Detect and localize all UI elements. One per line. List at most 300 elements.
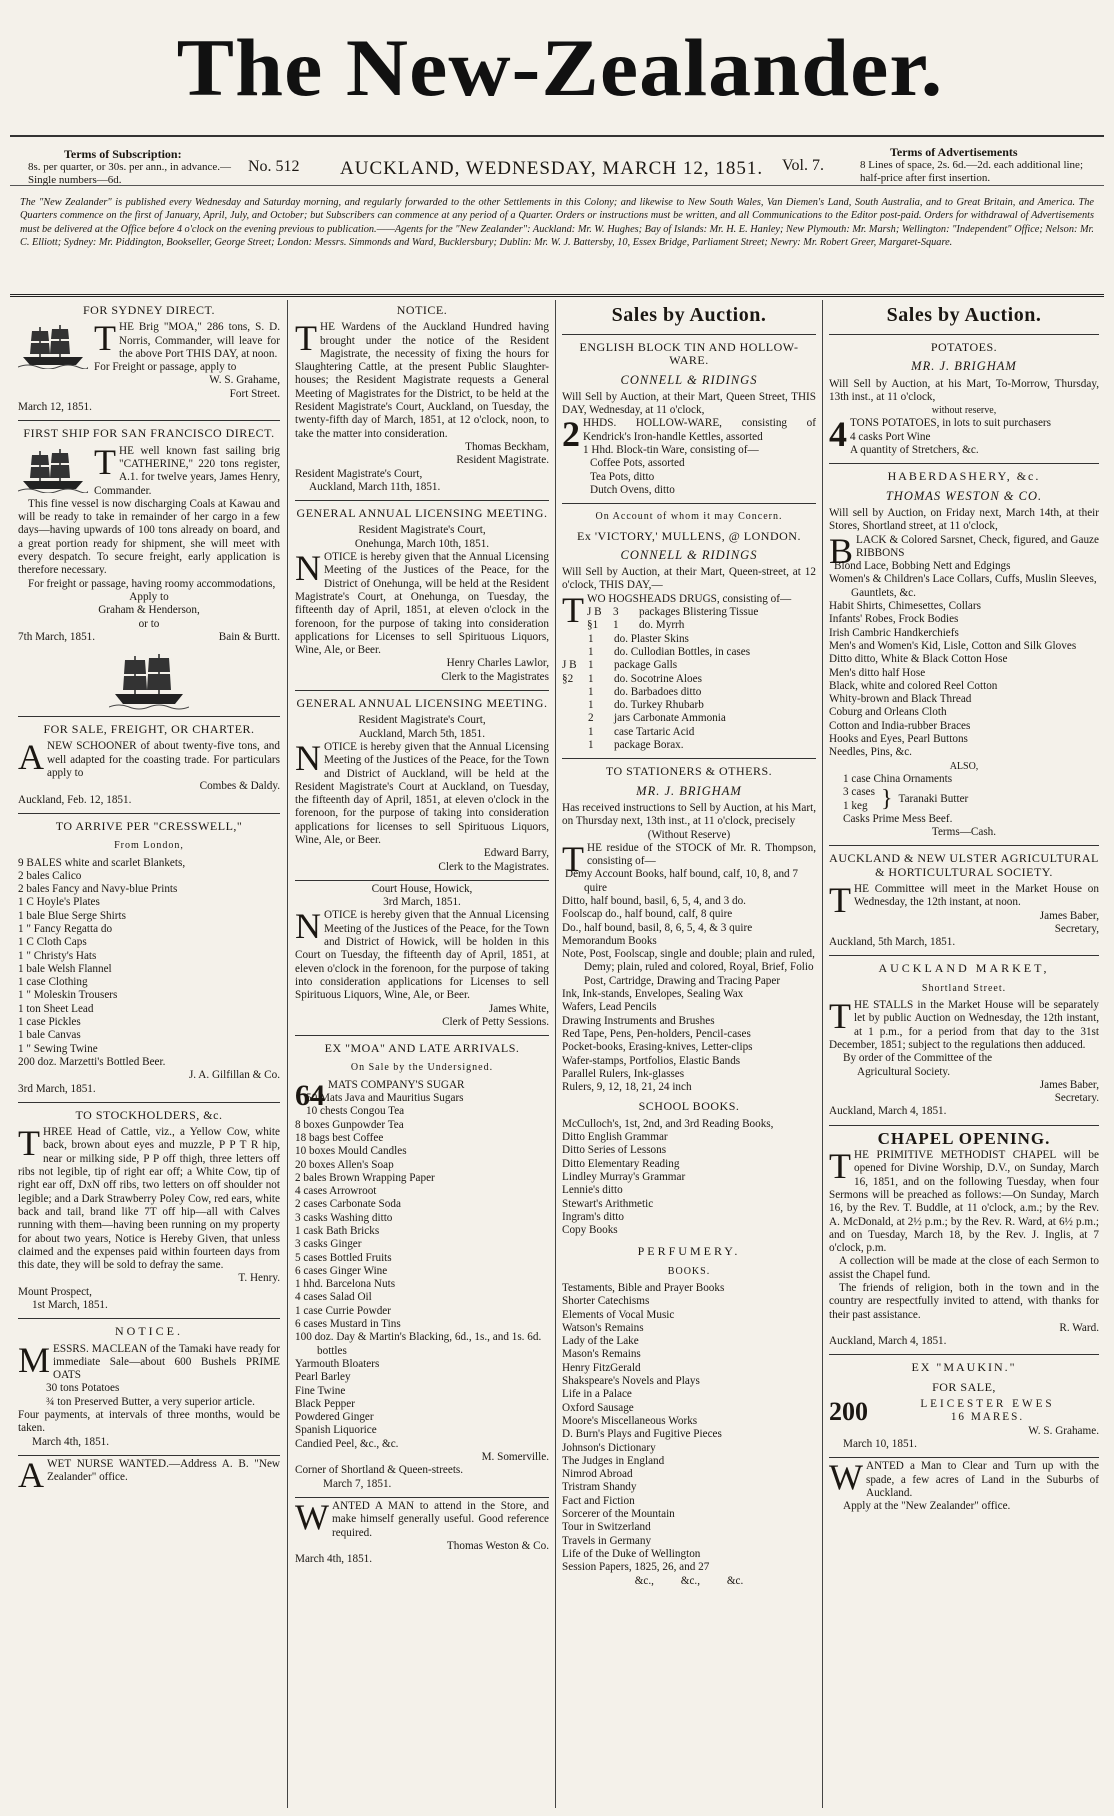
list-item: Travels in Germany (562, 1534, 652, 1547)
ad-signature: T. Henry. (238, 1272, 280, 1285)
masthead-rule (10, 135, 1104, 137)
list-item: Ditto ditto, White & Black Cotton Hose (829, 653, 1008, 666)
list-item: Tristram Shandy (562, 1481, 637, 1494)
list-item: Lindley Murray's Grammar (562, 1170, 686, 1183)
table-row (562, 659, 816, 672)
list-item: Lennie's ditto (562, 1184, 623, 1197)
ad-signature: Edward Barry, (483, 847, 549, 860)
terms-subscription-title: Terms of Subscription: (64, 147, 182, 161)
list-item: 6 cases Mustard in Tins (295, 1318, 401, 1331)
column-rule (822, 300, 823, 1808)
list-item: 2 cases Carbonate Soda (295, 1198, 401, 1211)
item-list (829, 560, 1099, 759)
ad-text: Casks Prime Mess Beef. (843, 812, 953, 825)
list-item: Coburg and Orleans Cloth (829, 706, 947, 719)
auctioneer-name: THOMAS WESTON & CO. (885, 488, 1043, 503)
divider (829, 463, 1099, 464)
ad-place: Resident Magistrate's Court, (358, 714, 486, 727)
list-item: Do., half bound, basil, 8, 6, 5, 4, & 3 quire (562, 921, 753, 934)
list-item: 6 cases Ginger Wine (295, 1264, 388, 1277)
list-item: Drawing Instruments and Brushes (562, 1014, 715, 1027)
item-list (295, 1092, 549, 1451)
list-item: Life of the Duke of Wellington (562, 1547, 701, 1560)
ad-text: WO HOGSHEADS DRUGS, consisting of— (587, 592, 792, 605)
ad-date: Auckland, March 4, 1851. (829, 1105, 947, 1118)
list-item: Lady of the Lake (562, 1335, 639, 1348)
ad-body: OTICE is hereby given that the Annual Licensing Meeting of the Justices of the Peace, for the Town and District of Howick, will be holden in this Court on Tuesday, the fifteenth day of April, 1851, at eleven o'clock in the forenoon, for the purpose of taking into consideration applications for Licenses to sell Spirituous Liquors, Wine, Ale, or Beer. (295, 909, 549, 1002)
ad-body: NEW SCHOONER of about twenty-five tons, and well adapted for the coasting trade. For particulars apply to (47, 740, 280, 780)
table-row (562, 673, 816, 686)
ad-text: ALSO, (949, 760, 979, 772)
column-2: NOTICE. THE Wardens of the Auckland Hundred having brought under the notice of the Resident Magistrate, the necessity of fixing the hours for Slaughtering Cattle, at the present Public Slaughter-houses; the Resident Magistrate requests a General Meeting of Magistrates for the District, to be held at the Resident Magistrate's Court, Auckland, on Tuesday, the twenty-fifth day of March, 1851, at 12 o'clock, noon, to take the matter into consideration. Thomas Beckham, Resident Magistrate. Resident Magistrate's Court, Auckland, March 11th, 1851. GENERAL ANNUAL LICENSING MEETING. Resident Magistrate's Court, Onehunga, March 10th, 1851. NOTICE is hereby given that the Annual Licensing Meeting of the Justices of the Peace, for the District of Onehunga, will be held at the Resident Magistrate's Court, at Onehunga, on Tuesday, the fifteenth day of April, 1851, at eleven o'clock in the forenoon, for the purpose of taking into consideration applications for Licenses to sell Spirituous Liquors, Wine, Ale, or Beer. Henry Charles Lawlor, Clerk to the Magistrates GENERAL ANNUAL LICENSING MEETING. Resident Magistrate's Court, Auckland, March 5th, 1851. NOTICE is hereby given that the Annual Licensing Meeting of the Justices of the Peace, for the Town and District of Auckland, will be held at the Resident Magistrate's Court at Auckland, on Tuesday, the fifteenth day of April, 1851, at eleven o'clock in the forenoon, for the purpose of taking into consideration applications for licenses to sell Spirituous Liquors, Wine, Ale, or Beer. Edward Barry, Clerk to the Magistrates. Court House, Howick, 3rd March, 1851. NOTICE is hereby given that the Annual Licensing Meeting of the Justices of the Peace, for the Town and District of Howick, will be holden in this Court on Tuesday, the fifteenth day of April, 1851, at eleven o'clock in the forenoon, for the purpose of taking into consideration applications for Licenses to sell Spirituous Liquors, Wine, Ale, or Beer. James White, Clerk of Petty Sessions. EX "MOA" AND LATE ARRIVALS. On Sale by the Undersigned. 64 MATS COMPANY'S SUGAR 50 Mats Java and Mauritius Sugars 10 chests Congou Tea 8 boxes Gunpowder Tea 18 bags best Coffee 10 boxes Mould Candles 20 boxes Allen's Soap 2 bales Brown Wrapping Paper 4 cases Arrowroot 2 cases Carbonate Soda 3 casks Washing ditto 1 cask Bath Bricks 3 casks Ginger 5 cases Bottled Fruits 6 cases Ginger Wine 1 hhd. Barcelona Nuts 4 cases Salad Oil 1 case Currie Powder 6 cases Mustard in Tins 100 doz. Day & Martin's Blacking, 6d., 1s., and 1s. 6d. bottles Yarmouth Bloaters Pearl Barley Fine Twine Black Pepper Powdered Ginger Spanish Liquorice Candied Peel, &c., &c. M. Somerville. Corner of Shortland & Queen-streets. March 7, 1851. WANTED A MAN to attend in the Store, and make himself generally useful. Good reference required. Thomas Weston & Co. March 4th, 1851. (295, 303, 549, 1566)
column-3: Sales by Auction. ENGLISH BLOCK TIN AND HOLLOW-WARE. CONNELL & RIDINGS Will Sell by Auction, at their Mart, Queen Street, THIS DAY, Wednesday, at 11 o'clock, 2 HHDS. HOLLOW-WARE, consisting of Kendrick's Iron-handle Kettles, assorted 1 Hhd. Block-tin Ware, consisting of— Coffee Pots, assorted Tea Pots, ditto Dutch Ovens, ditto On Account of whom it may Concern. Ex 'VICTORY,' MULLENS, @ LONDON. CONNELL & RIDINGS Will Sell by Auction, at their Mart, Queen-street, at 12 o'clock, THIS DAY,— TWO HOGSHEADS DRUGS, consisting of— J B 3 packages Blistering Tissue §1 1 do. Myrrh 1 do. Plaster Skins 1 do. Cullodian Bottles, in cases J B 1 package Galls §2 1 do. Socotrine Aloes 1 do. Barbadoes ditto 1 do. Turkey Rhubarb 2 jars Carbonate Ammonia 1 case Tartaric Acid 1 package Borax. TO STATIONERS & OTHERS. MR. J. BRIGHAM Has received instructions to Sell by Auction, at his Mart, on Thursday next, 13th inst., at 11 o'clock, precisely (Without Reserve) THE residue of the STOCK of Mr. R. Thompson, consisting of— Demy Account Books, half bound, calf, 10, 8, and 7 quire Ditto, half bound, basil, 6, 5, 4, and 3 do. Foolscap do., half bound, calf, 8 quire Do., half bound, basil, 8, 6, 5, 4, & 3 quire Memorandum Books Note, Post, Foolscap, single and double; plain and ruled, Demy; plain, ruled and colored, Royal, Brief, Folio Post, Cartridge, Drawing and Tracing Paper Ink, Ink-stands, Envelopes, Sealing Wax Wafers, Lead Pencils Drawing Instruments and Brushes Red Tape, Pens, Pen-holders, Pencil-cases Pocket-books, Erasing-knives, Letter-clips Wafer-stamps, Portfolios, Elastic Bands Parallel Rulers, Ink-glasses Rulers, 9, 12, 18, 21, 24 inch SCHOOL BOOKS. McCulloch's, 1st, 2nd, and 3rd Reading Books, Ditto English Grammar Ditto Series of Lessons Ditto Elementary Reading Lindley Murray's Grammar Lennie's ditto Stewart's Arithmetic Ingram's ditto Copy Books PERFUMERY. BOOKS. Testaments, Bible and Prayer Books Shorter Catechisms Elements of Vocal Music Watson's Remains Lady of the Lake Mason's Remains Henry FitzGerald Shakspeare's Novels and Plays Life in a Palace Oxford Sausage Moore's Miscellaneous Works D. Burn's Plays and Fugitive Pieces Johnson's Dictionary The Judges in England Nimrod Abroad Tristram Shandy Fact and Fiction Sorcerer of the Mountain Tour in Switzerland Travels in Germany Life of the Duke of Wellington Session Papers, 1825, 26, and 27 &c., &c., &c. (562, 304, 816, 1587)
ad-body: Will sell by Auction, on Friday next, March 14th, at their Stores, Shortland street, at 11 o'clock, (829, 506, 1099, 533)
ad-text: 3 cases (843, 786, 875, 799)
table-cell: jars Carbonate Ammonia (614, 712, 726, 725)
ad-text: HE residue of the STOCK of Mr. R. Thompson, consisting of— (587, 841, 816, 868)
ad-signature: Combes & Daldy. (199, 780, 280, 793)
ad-signature: Resident Magistrate. (456, 454, 549, 467)
ad-date: March 4th, 1851. (32, 1435, 110, 1448)
ad-place: Corner of Shortland & Queen-streets. (295, 1464, 464, 1477)
auctioneer-name: CONNELL & RIDINGS (620, 547, 758, 562)
ad-body: HE PRIMITIVE METHODIST CHAPEL will be opened for Divine Worship, D.V., on Sunday, March 16, 1851, and on the following Tuesday, when four Sermons will be preached as follows:—On Sunday, March 16, by the Rev. T. Buddle, at 11 o'clock, a.m.; by the Rev. A. McDonald, at 2½ p.m.; by the Rev. R. Ward, at 6½ p.m.; and on Tuesday, March 18, by the Rev. J. Inglis, at 7 o'clock, p.m. (829, 1149, 1099, 1255)
list-item: 1 " Sewing Twine (18, 1042, 98, 1055)
ad-heading: POTATOES. (930, 340, 998, 354)
list-item: Wafers, Lead Pencils (562, 1001, 657, 1014)
list-item: 2 bales Calico (18, 869, 82, 882)
volume-number: Vol. 7. (782, 157, 824, 174)
table-cell (562, 646, 588, 659)
list-item: 200 doz. Marzetti's Bottled Beer. (18, 1055, 166, 1068)
divider (18, 420, 280, 421)
ad-date: March 4th, 1851. (295, 1553, 373, 1566)
list-item: Hooks and Eyes, Pearl Buttons (829, 733, 968, 746)
ad-text: For Freight or passage, apply to (94, 361, 237, 374)
list-item: 1 case Currie Powder (295, 1304, 391, 1317)
table-cell: packages Blistering Tissue (639, 606, 759, 619)
ad-body: For freight or passage, having roomy accommodations, (28, 577, 276, 590)
list-item: Tour in Switzerland (562, 1521, 651, 1534)
list-item: Parallel Rulers, Ink-glasses (562, 1067, 685, 1080)
ad-place: Resident Magistrate's Court, (358, 524, 486, 537)
list-item: Watson's Remains (562, 1321, 644, 1334)
list-item: 1 hhd. Barcelona Nuts (295, 1278, 396, 1291)
table-cell: do. Plaster Skins (614, 632, 689, 645)
ad-subheading: From London, (114, 840, 184, 852)
ad-text: Agricultural Society. (857, 1065, 951, 1078)
ad-date: March 12, 1851. (18, 401, 92, 414)
list-item: 4 cases Arrowroot (295, 1185, 377, 1198)
ad-date: March 10, 1851. (843, 1437, 917, 1450)
list-item: The Judges in England (562, 1454, 665, 1467)
ad-body: HE well known fast sailing brig "CATHERINE," 220 tons register, A.1. for twelve years, James Henry, Commander. (94, 444, 280, 497)
ad-date: 3rd March, 1851. (383, 896, 461, 909)
ad-signature: James Baber, (1039, 1078, 1099, 1091)
divider (18, 1455, 280, 1456)
table-cell: J B (587, 606, 602, 619)
list-item: Life in a Palace (562, 1388, 632, 1401)
table-cell (562, 712, 588, 725)
list-item: Cotton and India-rubber Braces (829, 719, 971, 732)
list-item: 1 cask Bath Bricks (295, 1225, 380, 1237)
list-item: 1 case Clothing (18, 976, 88, 989)
ad-heading: FOR SYDNEY DIRECT. (82, 303, 215, 317)
ad-body: OTICE is hereby given that the Annual Licensing Meeting of the Justices of the Peace, for the District of Onehunga, will be held at the Resident Magistrate's Court, at Onehunga, on Tuesday, the fifteenth day of April, 1851, at eleven o'clock in the forenoon, for the purpose of taking into consideration applications for Licenses to sell Spirituous Liquors, Wine, Ale, or Beer. (295, 551, 549, 657)
list-item: Whity-brown and Black Thread (829, 693, 972, 706)
ad-date: 3rd March, 1851. (18, 1082, 96, 1095)
ad-body: Will Sell by Auction, at his Mart, To-Morrow, Thursday, 13th inst., at 11 o'clock, (829, 377, 1099, 403)
table-cell: do. Turkey Rhubarb (614, 699, 704, 712)
ship-icon (18, 445, 88, 493)
ad-body: ESSRS. MACLEAN of the Tamaki have ready for immediate Sale—about 600 Bushels PRIME OATS (53, 1342, 280, 1382)
ad-text: Taranaki Butter (898, 792, 969, 805)
ad-heading: ENGLISH BLOCK TIN AND HOLLOW-WARE. (579, 340, 799, 368)
table-cell: 3 (613, 606, 619, 619)
table-cell (562, 633, 588, 646)
list-item: Pearl Barley (295, 1371, 351, 1384)
list-item: 4 cases Salad Oil (295, 1291, 372, 1304)
masthead-title: The New-Zealander. (176, 22, 944, 113)
list-item: Henry FitzGerald (562, 1361, 641, 1374)
column-rule (555, 300, 556, 1808)
list-item: Ditto Series of Lessons (562, 1144, 667, 1157)
ad-text: 16 MARES. (950, 1411, 1025, 1424)
auctioneer-name: MR. J. BRIGHAM (636, 783, 742, 798)
auctioneer-name: MR. J. BRIGHAM (911, 359, 1017, 374)
ad-signature: Thomas Weston & Co. (446, 1539, 549, 1552)
ad-signature: Secretary, (1054, 922, 1099, 935)
section-heading: Sales by Auction. (611, 304, 767, 326)
ad-signature: W. S. Grahame, (209, 374, 280, 387)
list-item: Needles, Pins, &c. (829, 746, 912, 759)
list-item: Powdered Ginger (295, 1411, 374, 1424)
ad-signature: James Baber, (1039, 909, 1099, 922)
list-item: Foolscap do., half bound, calf, 8 quire (562, 908, 733, 921)
ad-text: 1 keg (843, 799, 868, 812)
ad-text: 4 casks Port Wine (850, 430, 931, 443)
ad-subheading: BOOKS. (667, 1265, 711, 1277)
list-item: 1 ton Sheet Lead (18, 1002, 94, 1015)
item-list (18, 857, 280, 1070)
list-item: 18 bags best Coffee (295, 1131, 384, 1144)
divider (562, 758, 816, 759)
ad-body: HREE Head of Cattle, viz., a Yellow Cow, white back, brown about eyes and muzzle, P P T R hip, near or milking side, P P off thigh, three letters off ribs not legible, tip of right ear off; a White Cow, tip of right ear off, DxN off ribs, two letters on off shoulder not legible; and a Dark Strawberry Poley Cow, red ears, white back and tail, brand like 7T off hip—all with Calves running with them—having been running on my property for about two years, Notice is Hereby Given, that unless claimed and the expenses paid within fourteen days from this date, they will be sold to defray the same. (18, 1126, 280, 1272)
column-4: Sales by Auction. POTATOES. MR. J. BRIGHAM Will Sell by Auction, at his Mart, To-Morrow, Thursday, 13th inst., at 11 o'clock, without reserve, 4 TONS POTATOES, in lots to suit purchasers 4 casks Port Wine A quantity of Stretchers, &c. HABERDASHERY, &c. THOMAS WESTON & CO. Will sell by Auction, on Friday next, March 14th, at their Stores, Shortland street, at 11 o'clock, BLACK & Colored Sarsnet, Check, figured, and Gauze RIBBONS Blond Lace, Bobbing Nett and Edgings Women's & Children's Lace Collars, Cuffs, Muslin Sleeves, Gauntlets, &c. Habit Shirts, Chimesettes, Collars Infants' Robes, Frock Bodies Irish Cambric Handkerchiefs Men's and Women's Kid, Lisle, Cotton and Silk Gloves Ditto ditto, White & Black Cotton Hose Men's ditto half Hose Black, white and colored Reel Cotton Whity-brown and Black Thread Coburg and Orleans Cloth Cotton and India-rubber Braces Hooks and Eyes, Pearl Buttons Needles, Pins, &c. ALSO, 1 case China Ornaments 3 cases 1 keg } Taranaki Butter Casks Prime Mess Beef. Terms—Cash. AUCKLAND & NEW ULSTER AGRICULTURAL & HORTICULTURAL SOCIETY. THE Committee will meet in the Market House on Wednesday, the 12th instant, at noon. James Baber, Secretary, Auckland, 5th March, 1851. AUCKLAND MARKET, Shortland Street. THE STALLS in the Market House will be separately let by public Auction on Wednesday, the 12th instant, at 1 p.m., for a period from that day to the 31st December, 1851; subject to the regulations then adduced. By order of the Committee of the Agricultural Society. James Baber, Secretary. Auckland, March 4, 1851. CHAPEL OPENING. THE PRIMITIVE METHODIST CHAPEL will be opened for Divine Worship, D.V., on Sunday, March 16, 1851, and on the following Tuesday, when four Sermons will be preached as follows:—On Sunday, March 16, by the Rev. T. Buddle, at 11 o'clock, a.m.; by the Rev. A. McDonald, at 2½ p.m.; by the Rev. R. Ward, at 6½ p.m.; and on Tuesday, March 18, by the Rev. J. Inglis, at 7 o'clock, p.m. A collection will be made at the close of each Sermon to assist the Chapel fund. The friends of religion, both in the town and in the country are respectfully invited to attend, with thanks for their past assistance. R. Ward. Auckland, March 4, 1851. EX "MAUKIN." FOR SALE, 200 LEICESTER EWES 16 MARES. W. S. Grahame. March 10, 1851. WANTED a Man to Clear and Turn up with the spade, a few acres of Land in the Suburbs of Auckland. Apply at the "New Zealander" office. (829, 304, 1099, 1513)
ad-place: Resident Magistrate's Court, (295, 467, 423, 480)
list-item: 1 bale Welsh Flannel (18, 962, 112, 975)
list-item: Blond Lace, Bobbing Nett and Edgings (834, 560, 1011, 573)
ad-date: Auckland, March 11th, 1851. (309, 480, 441, 493)
list-item: Yarmouth Bloaters (295, 1357, 380, 1370)
list-item: Note, Post, Foolscap, single and double; plain and ruled, Demy; plain, ruled and colored, Royal, Brief, Folio Post, Cartridge, Drawing and Tracing Paper (562, 948, 815, 987)
table-cell: do. Cullodian Bottles, in cases (614, 645, 751, 658)
ad-place: Mount Prospect, (18, 1285, 92, 1298)
ad-signature: J. A. Gilfillan & Co. (188, 1069, 280, 1082)
table-cell (562, 686, 588, 699)
table-cell (562, 739, 588, 752)
ad-text: A quantity of Stretchers, &c. (850, 444, 979, 457)
list-item: Ditto, half bound, basil, 6, 5, 4, and 3 do. (562, 894, 746, 907)
ad-text: TONS POTATOES, in lots to suit purchasers (850, 417, 1052, 430)
table-cell: case Tartaric Acid (614, 725, 695, 738)
table-row (587, 619, 816, 632)
list-item: Fact and Fiction (562, 1494, 635, 1507)
ad-signature: R. Ward. (1059, 1321, 1099, 1334)
table-cell: 1 (588, 659, 594, 672)
list-item: 1 C Cloth Caps (18, 936, 87, 949)
ad-date: Auckland, March 4, 1851. (829, 1335, 947, 1348)
list-item: 1 " Moleskin Trousers (18, 989, 118, 1002)
ad-body: A collection will be made at the close of each Sermon to assist the Chapel fund. (829, 1255, 1099, 1281)
ad-signature: Bain & Burtt. (218, 630, 280, 643)
list-item: Demy Account Books, half bound, calf, 10, 8, and 7 quire (565, 868, 799, 894)
ad-signature: Clerk of Petty Sessions. (442, 1015, 549, 1028)
ad-text: without reserve, (931, 405, 997, 417)
ad-body: HE Wardens of the Auckland Hundred having brought under the notice of the Resident Magistrate, the necessity of fixing the hours for Slaughtering Cattle, at the present Public Slaughter-houses; the Resident Magistrate requests a General Meeting of Magistrates for the District, to be held at the Resident Magistrate's Court, Auckland, on Tuesday, the twenty-fifth day of March, 1851, at 12 o'clock, noon, to take the matter into consideration. (295, 321, 549, 440)
terms-subscription-text: 8s. per quarter, or 30s. per ann., in advance.—Single numbers—6d. (28, 161, 231, 186)
list-item: Stewart's Arithmetic (562, 1197, 654, 1210)
table-row (562, 712, 816, 725)
list-item: Testaments, Bible and Prayer Books (562, 1282, 725, 1294)
column-rule (287, 300, 288, 1808)
table-cell: package Galls (614, 659, 678, 672)
ad-subheading: Shortland Street. (921, 982, 1007, 994)
list-item: 8 boxes Gunpowder Tea (295, 1118, 404, 1131)
list-item: Men's ditto half Hose (829, 666, 926, 679)
table-cell: 1 (588, 645, 594, 658)
ad-text: LACK & Colored Sarsnet, Check, figured, and Gauze RIBBONS (856, 533, 1099, 559)
ad-signature: Secretary. (1054, 1092, 1099, 1105)
list-item: Habit Shirts, Chimesettes, Collars (829, 600, 981, 613)
list-item: 2 bales Fancy and Navy-blue Prints (18, 883, 178, 896)
divider (562, 334, 816, 335)
ad-text: Apply at the "New Zealander" office. (843, 1500, 1011, 1513)
ad-body: OTICE is hereby given that the Annual Licensing Meeting of the Justices of the Peace, for the Town and District of Auckland, will be held at the Resident Magistrate's Court at Auckland, on Tuesday, the fifteenth day of April, 1851, at eleven o'clock in the forenoon, for the purpose of taking into consideration applications for licenses to sell Spirituous Liquors, Wine, Ale, or Beer. (295, 740, 549, 846)
table-cell: 2 (588, 712, 594, 725)
ad-date: Auckland, March 5th, 1851. (358, 727, 486, 740)
ad-heading: GENERAL ANNUAL LICENSING MEETING. (296, 506, 548, 521)
ad-signature: Thomas Beckham, (465, 440, 549, 453)
ad-date: Onehunga, March 10th, 1851. (354, 537, 490, 550)
ad-text: By order of the Committee of the (843, 1052, 993, 1065)
table-row (562, 699, 816, 712)
list-item: Ingram's ditto (562, 1210, 624, 1223)
ad-heading: TO ARRIVE PER "CRESSWELL," (55, 818, 243, 833)
table-cell: 1 (613, 619, 619, 632)
ad-subheading: SCHOOL BOOKS. (638, 1099, 740, 1114)
table-cell: 1 (588, 739, 594, 752)
ad-text: HHDS. HOLLOW-WARE, consisting of Kendrick's Iron-handle Kettles, assorted (583, 417, 816, 443)
list-item: McCulloch's, 1st, 2nd, and 3rd Reading Books, (562, 1117, 774, 1130)
issue-number: No. 512 (248, 158, 300, 175)
list-item: Johnson's Dictionary (562, 1441, 656, 1454)
ad-body: This fine vessel is now discharging Coals at Kawau and will be ready to take in remainder of her cargo in a few days—having upwards of 100 tons already on board, and a great portion ready for shipment, she will meet with every despatch. To secure freight, early application is therefore necessary. (18, 497, 280, 577)
ship-icon (18, 321, 88, 369)
divider (562, 503, 816, 504)
brace-icon: } (881, 785, 893, 812)
table-row (562, 686, 816, 699)
item-list (562, 1118, 816, 1238)
list-item: Sorcerer of the Mountain (562, 1508, 675, 1521)
ad-date: 1st March, 1851. (32, 1299, 108, 1311)
ad-body: HE STALLS in the Market House will be separately let by public Auction on Wednesday, the 12th instant, at 1 p.m., for a period from that day to the 31st December, 1851; subject to the regulations then adduced. (829, 999, 1099, 1051)
terms-advertisements-text: 8 Lines of space, 2s. 6d.—2d. each additional line; half-price after first insertion. (860, 159, 1083, 184)
divider (829, 334, 1099, 335)
ad-heading: FIRST SHIP FOR SAN FRANCISCO DIRECT. (23, 426, 275, 441)
list-item: Shorter Catechisms (562, 1295, 650, 1308)
ad-text: 30 tons Potatoes (46, 1382, 120, 1395)
ad-text: Terms—Cash. (931, 826, 997, 839)
divider (295, 1497, 549, 1498)
table-cell (562, 726, 588, 739)
list-item: 2 bales Brown Wrapping Paper (295, 1171, 435, 1184)
table-cell: §2 (562, 672, 574, 685)
list-item: Spanish Liquorice (295, 1424, 377, 1437)
list-item: 1 C Hoyle's Plates (18, 896, 100, 909)
list-item: Session Papers, 1825, 26, and 27 (562, 1561, 710, 1574)
ad-signature: Henry Charles Lawlor, (446, 657, 549, 670)
ad-heading: TO STATIONERS & OTHERS. (605, 764, 773, 779)
ad-text: &c., &c., &c. (634, 1574, 744, 1587)
ad-body: WET NURSE WANTED.—Address A. B. "New Zealander" office. (47, 1457, 280, 1484)
divider (829, 1457, 1099, 1458)
ad-heading: EX "MOA" AND LATE ARRIVALS. (324, 1041, 520, 1056)
ad-subheading: PERFUMERY. (637, 1244, 741, 1259)
table-cell (562, 699, 588, 712)
divider (829, 955, 1099, 956)
divider (295, 1035, 549, 1036)
list-item: 1 case Pickles (18, 1016, 81, 1029)
ad-body: ANTED A MAN to attend in the Store, and make himself generally useful. Good reference required. (331, 1499, 549, 1539)
table-cell: 1 (588, 632, 594, 645)
column-1: FOR SYDNEY DIRECT. THE Brig "MOA," 286 tons, S. D. Norris, Commander, will leave for the above Port THIS DAY, at noon. For Freight or passage, apply to W. S. Grahame, Fort Street. March 12, 1851. FIRST SHIP FOR SAN FRANCISCO DIRECT. THE well known fast sailing brig "CATHERINE," 220 tons register, A.1. for twelve years, James Henry, Commander. This fine vessel is now discharging Coals at Kawau and will be ready to take in remainder of her cargo in a few days—having upwards of 100 tons already on board, and a great portion ready for shipment, she will meet with every despatch. To secure freight, early application is therefore necessary. For freight or passage, having roomy accommodations, Apply to Graham & Henderson, or to 7th March, 1851. Bain & Burtt. FOR SALE, FREIGHT, OR CHARTER. ANEW SCHOONER of about twenty-five tons, and well adapted for the coasting trade. For particulars apply to Combes & Daldy. Auckland, Feb. 12, 1851. TO ARRIVE PER "CRESSWELL," From London, 9 BALES white and scarlet Blankets, 2 bales Calico 2 bales Fancy and Navy-blue Prints 1 C Hoyle's Plates 1 bale Blue Serge Shirts 1 " Fancy Regatta do 1 C Cloth Caps 1 " Christy's Hats 1 bale Welsh Flannel 1 case Clothing 1 " Moleskin Trousers 1 ton Sheet Lead 1 case Pickles 1 bale Canvas 1 " Sewing Twine 200 doz. Marzetti's Bottled Beer. J. A. Gilfillan & Co. 3rd March, 1851. TO STOCKHOLDERS, &c. THREE Head of Cattle, viz., a Yellow Cow, white back, brown about eyes and muzzle, P P T R hip, near or milking side, P P off thigh, three letters off ribs not legible, tip of right ear off; a White Cow, tip of right ear off, DxN off ribs, two letters on off shoulder not legible; and a Dark Strawberry Poley Cow, red ears, white back and tail, brand like 7T off hip—all with Calves running with them—having been running on my property for about two years, Notice is Hereby Given, that unless claimed and the expenses paid within fourteen days from this date, they will be sold to defray the same. T. Henry. Mount Prospect, 1st March, 1851. NOTICE. MESSRS. MACLEAN of the Tamaki have ready for immediate Sale—about 600 Bushels PRIME OATS 30 tons Potatoes ¾ ton Preserved Butter, a very superior article. Four payments, at intervals of three months, would be taken. March 4th, 1851. AWET NURSE WANTED.—Address A. B. "New Zealander" office. (18, 303, 280, 1495)
list-item: 9 BALES white and scarlet Blankets, (18, 856, 186, 869)
ad-heading: FOR SALE, FREIGHT, OR CHARTER. (43, 722, 255, 737)
table-cell: 1 (588, 685, 594, 698)
ad-text: Apply to (129, 590, 169, 603)
table-row (587, 606, 816, 619)
ad-body: The friends of religion, both in the town and in the country are respectfully invited to attend, with thanks for their past assistance. (829, 1282, 1099, 1321)
ad-subheading: FOR SALE, (932, 1379, 996, 1394)
divider (18, 813, 280, 814)
item-list (562, 457, 816, 497)
ad-text: or to (138, 617, 160, 630)
table-cell: package Borax. (614, 739, 684, 752)
list-item: 1 " Fancy Regatta do (18, 922, 113, 935)
terms-advertisements-title: Terms of Advertisements (890, 145, 1018, 159)
publication-notice: The "New Zealander" is published every Wednesday and Saturday morning, and regularly forwarded to the other Settlements in this Colony; and likewise to New South Wales, Van Diemen's Land, South Australia, and to Great Britain, and America. The Quarters commence on the first of January, April, July, and October; but Subscribers can commence at any period of a Quarter. Orders or instructions must be written, and all Communications to the Editor post-paid. Orders for withdrawal of Advertisements must be delivered at the Office before 4 o'clock on the evening previous to publication.——Agents for the "New Zealander": Auckland: Mr. W. Hughes; Bay of Islands: Mr. H. E. Hanley; New Plymouth: Mr. Marsh; Wellington: "Independent" Office; Nelson: Mr. C. Elliott; Sydney: Mr. Piddington, Bookseller, George Street; London: Messrs. Simmonds and Ward, Bucklersbury; Dublin: Mr. W. J. Battersby, 10, Essex Bridge, Parliament Street; Newry: Mr. Robert Greer, Margaret-Square. (20, 197, 1094, 249)
ad-place: Court House, Howick, (371, 882, 473, 895)
list-item: Mason's Remains (562, 1348, 641, 1361)
list-item: D. Burn's Plays and Fugitive Pieces (562, 1428, 722, 1441)
ad-date: March 7, 1851. (323, 1477, 392, 1490)
item-table (562, 606, 816, 752)
divider (295, 880, 549, 881)
list-item: 1 bale Blue Serge Shirts (18, 909, 126, 922)
ad-heading: GENERAL ANNUAL LICENSING MEETING. (296, 696, 548, 711)
ad-heading: Ex 'VICTORY,' MULLENS, @ LONDON. (577, 528, 801, 543)
divider (829, 845, 1099, 846)
list-item: Rulers, 9, 12, 18, 21, 24 inch (562, 1081, 692, 1094)
list-item: Oxford Sausage (562, 1401, 634, 1414)
list-item: Memorandum Books (562, 934, 657, 947)
ad-body: ANTED a Man to Clear and Turn up with the spade, a few acres of Land in the Suburbs of Auckland. (865, 1460, 1099, 1499)
intro-rule (10, 294, 1104, 297)
table-cell: do. Socotrine Aloes (614, 672, 702, 685)
list-item: Candied Peel, &c., &c. (295, 1437, 399, 1450)
ad-signature: Fort Street. (229, 387, 280, 400)
divider (829, 1354, 1099, 1355)
list-item: 10 boxes Mould Candles (295, 1145, 407, 1158)
list-item: Moore's Miscellaneous Works (562, 1414, 698, 1427)
big-number: 200 (829, 1396, 868, 1426)
ad-heading: NOTICE. (396, 303, 448, 317)
divider (295, 500, 549, 501)
ship-icon (109, 650, 189, 710)
ad-text: ¾ ton Preserved Butter, a very superior article. (46, 1395, 255, 1408)
list-item: Elements of Vocal Music (562, 1308, 675, 1321)
list-item: 3 casks Washing ditto (295, 1211, 393, 1224)
ad-subheading: On Account of whom it may Concern. (595, 511, 783, 523)
ad-heading: TO STOCKHOLDERS, &c. (75, 1107, 223, 1122)
table-cell: do. Barbadoes ditto (614, 685, 702, 698)
table-cell: 1 (588, 672, 594, 685)
ad-text: 1 Hhd. Block-tin Ware, consisting of— (583, 444, 759, 457)
table-cell: §1 (587, 619, 599, 632)
divider (18, 1318, 280, 1319)
header-rule (10, 185, 1104, 186)
table-row (562, 633, 816, 646)
list-item: Ditto English Grammar (562, 1131, 668, 1144)
ad-text: LEICESTER EWES (920, 1398, 1055, 1411)
table-cell: do. Myrrh (639, 619, 685, 632)
list-item: Ink, Ink-stands, Envelopes, Sealing Wax (562, 988, 744, 1001)
list-item: Black, white and colored Reel Cotton (829, 679, 998, 692)
ad-date: Auckland, Feb. 12, 1851. (18, 793, 132, 806)
ad-signature: James White, (488, 1002, 549, 1015)
list-item: Fine Twine (295, 1384, 346, 1397)
list-item: Ditto Elementary Reading (562, 1157, 680, 1170)
table-cell: J B (562, 659, 577, 672)
list-item: 1 bale Canvas (18, 1029, 81, 1042)
ad-heading: CHAPEL OPENING. (877, 1128, 1051, 1148)
list-item: 50 Mats Java and Mauritius Sugars (306, 1092, 464, 1105)
item-list (562, 1282, 816, 1575)
divider (295, 690, 549, 691)
ad-body: HE Brig "MOA," 286 tons, S. D. Norris, Commander, will leave for the above Port THIS DAY, at noon. (119, 321, 280, 360)
ad-signature: Clerk to the Magistrates (441, 670, 549, 683)
table-row (562, 646, 816, 659)
divider (829, 1125, 1099, 1126)
ad-text: MATS COMPANY'S SUGAR (328, 1078, 465, 1091)
ad-body: HE Committee will meet in the Market House on Wednesday, the 12th instant, at noon. (854, 882, 1099, 909)
list-item: Tea Pots, ditto (590, 470, 655, 483)
divider (18, 1102, 280, 1103)
ad-heading: AUCKLAND & NEW ULSTER AGRICULTURAL & HORTICULTURAL SOCIETY. (829, 851, 1099, 879)
ad-heading: NOTICE. (115, 1324, 183, 1339)
ad-body: Has received instructions to Sell by Auction, at his Mart, on Thursday next, 13th inst., at 11 o'clock, precisely (562, 801, 816, 828)
ad-subheading: On Sale by the Undersigned. (350, 1062, 494, 1074)
list-item: Coffee Pots, assorted (590, 457, 685, 470)
list-item: Infants' Robes, Frock Bodies (829, 613, 959, 626)
ad-signature: W. S. Grahame. (1028, 1424, 1099, 1437)
table-cell: 1 (588, 725, 594, 738)
list-item: 3 casks Ginger (295, 1238, 362, 1251)
auctioneer-name: CONNELL & RIDINGS (620, 372, 758, 387)
list-item: 20 boxes Allen's Soap (295, 1158, 394, 1171)
table-row (562, 739, 816, 752)
